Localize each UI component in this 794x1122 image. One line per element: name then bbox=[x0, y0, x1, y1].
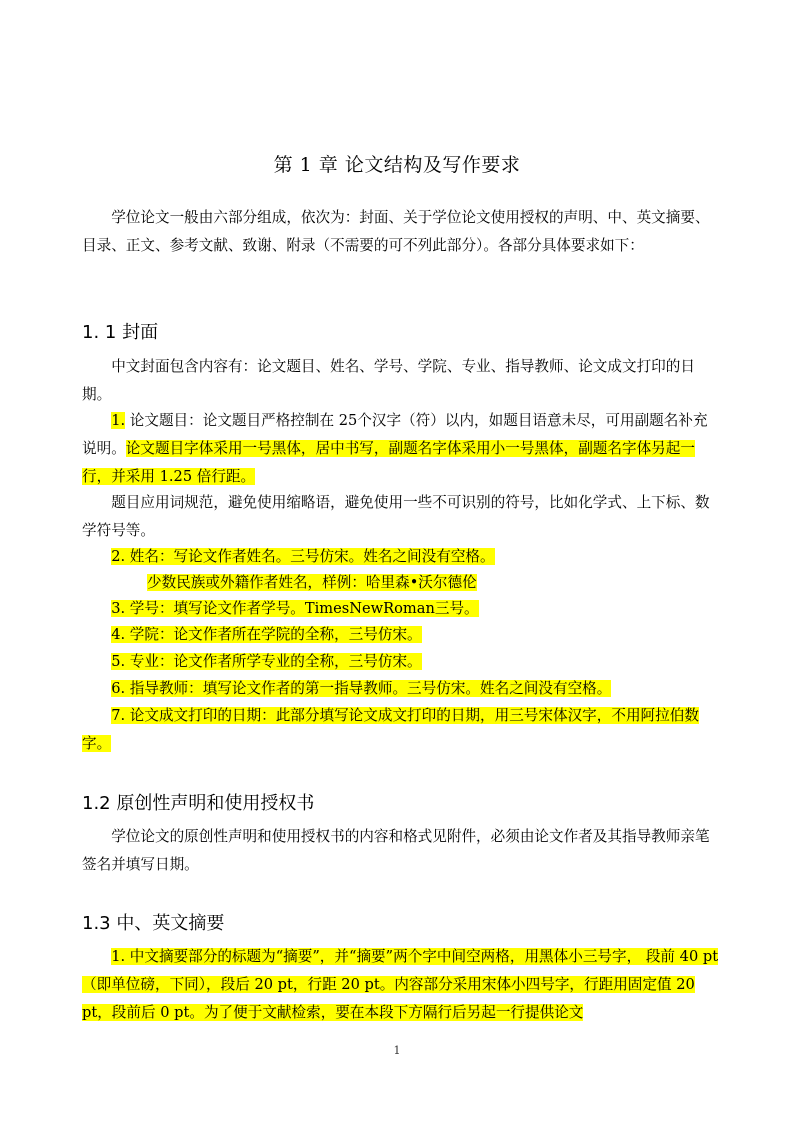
page-number: 1 bbox=[393, 1044, 401, 1057]
list-item-name-example: 少数民族或外籍作者姓名，样例：哈里森•沃尔德伦 bbox=[147, 574, 477, 591]
list-item-print-date: 7. 论文成文打印的日期：此部分填写论文成文打印的日期，用三号宋体汉字，不用阿拉伯数字。 bbox=[82, 707, 699, 752]
item-number-1: 1. bbox=[111, 412, 126, 429]
title-font-requirement: 论文题目字体采用一号黑体，居中书写，副题名字体采用小一号黑体，副题名字体另起一行，并采用 1.25 倍行距。 bbox=[82, 440, 695, 485]
abstract-requirement-paragraph: 1. 中文摘要部分的标题为“摘要”，并“摘要”两个字中间空两格，用黑体小三号字， 段前 40 pt（即单位磅，下同），段后 20 pt，行距 20 pt。内容部分采用宋体小四号字，行距用固定值 20 pt，段前后 0 pt。为了便于文献检索，要在本段下方隔行后另起一行提供论文 bbox=[82, 948, 719, 1021]
section-heading-declaration: 1.2 原创性声明和使用授权书 bbox=[82, 793, 315, 814]
declaration-paragraph: 学位论文的原创性声明和使用授权书的内容和格式见附件，必须由论文作者及其指导教师亲笔签名并填写日期。 bbox=[82, 828, 710, 873]
list-item-student-id: 3. 学号：填写论文作者学号。TimesNewRoman三号。 bbox=[111, 600, 479, 617]
title-requirement-text: 论文题目：论文题目严格控制在 25个汉字（符）以内，如题目语意未尽，可用副题名补充说明。 bbox=[82, 412, 708, 457]
cover-contents-paragraph: 中文封面包含内容有：论文题目、姓名、学号、学院、专业、指导教师、论文成文打印的日期。 bbox=[82, 358, 695, 403]
section-heading-cover: 1. 1 封面 bbox=[82, 322, 159, 343]
section-heading-abstract: 1.3 中、英文摘要 bbox=[82, 913, 225, 934]
list-item-advisor: 6. 指导教师：填写论文作者的第一指导教师。三号仿宋。姓名之间没有空格。 bbox=[111, 680, 612, 697]
title-requirement-paragraph bbox=[82, 407, 722, 491]
title-wording-paragraph: 题目应用词规范，避免使用缩略语，避免使用一些不可识别的符号，比如化学式、上下标、数学符号等。 bbox=[82, 494, 710, 539]
list-item-college: 4. 学院：论文作者所在学院的全称，三号仿宋。 bbox=[111, 626, 422, 643]
chapter-title: 第 1 章 论文结构及写作要求 bbox=[273, 154, 521, 176]
list-item-name: 2. 姓名：写论文作者姓名。三号仿宋。姓名之间没有空格。 bbox=[111, 548, 495, 565]
list-item-major: 5. 专业：论文作者所学专业的全称，三号仿宋。 bbox=[111, 653, 422, 670]
intro-paragraph: 学位论文一般由六部分组成，依次为：封面、关于学位论文使用授权的声明、中、英文摘要、目录、正文、参考文献、致谢、附录（不需要的可不列此部分）。各部分具体要求如下： bbox=[82, 209, 710, 254]
